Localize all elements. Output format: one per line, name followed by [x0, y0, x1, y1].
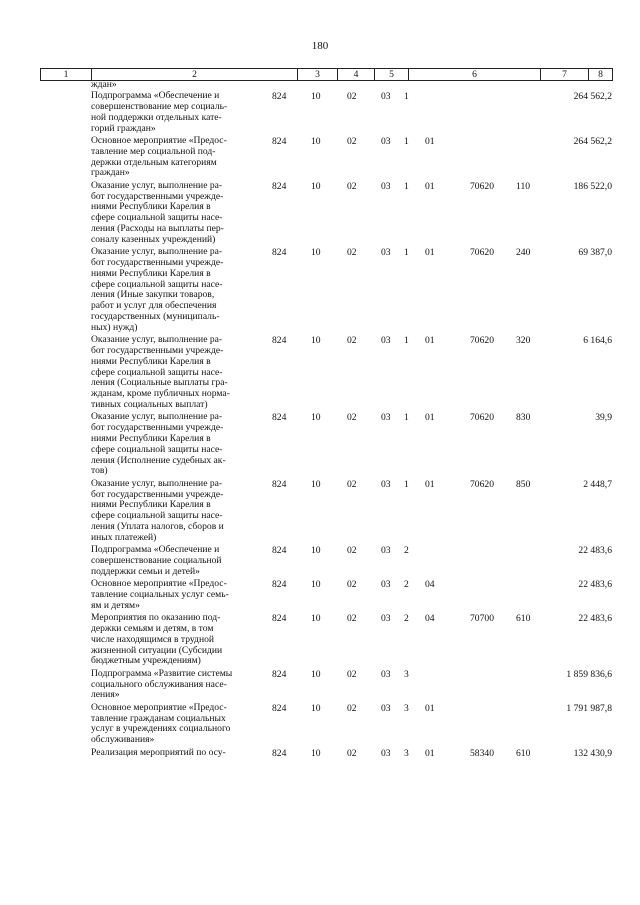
table-row — [0, 412, 640, 478]
header-col-5: 5 — [374, 69, 408, 80]
cell-c3: 824 — [272, 335, 287, 347]
cell-c3: 824 — [272, 91, 287, 103]
cell-c6c: 01 — [425, 335, 435, 347]
cell-c5: 02 — [347, 668, 357, 680]
cell-c6b: 2 — [404, 579, 409, 591]
cell-c6b: 2 — [404, 545, 409, 557]
table-row — [0, 579, 640, 613]
cell-c6c: 01 — [425, 702, 435, 714]
header-col-3: 3 — [297, 69, 337, 80]
cell-c4: 10 — [311, 747, 321, 759]
table-row — [0, 748, 640, 760]
cell-c4: 10 — [311, 136, 321, 148]
cell-c8: 69 387,0 — [578, 247, 612, 259]
cell-c6a: 03 — [381, 545, 391, 557]
table-row — [0, 247, 640, 335]
cell-c6a: 03 — [381, 613, 391, 625]
cell-c6b: 1 — [404, 412, 409, 424]
cell-c6a: 03 — [381, 247, 391, 259]
cell-c5: 02 — [347, 180, 357, 192]
table-row — [0, 91, 640, 136]
cell-c6b: 1 — [404, 247, 409, 259]
table-body — [0, 80, 640, 760]
cell-c8: 22 483,6 — [578, 613, 612, 625]
cell-c4: 10 — [311, 247, 321, 259]
cell-c6a: 03 — [381, 478, 391, 490]
cell-c6b: 1 — [404, 478, 409, 490]
cell-c6d: 70620 — [470, 335, 494, 347]
cell-c7: 240 — [516, 247, 531, 259]
row-description: Оказание услуг, выполнение ра- бот государственными учрежде- ниями Республики Карелия в сфере социальной защиты насе- ления (Социальные выплаты гра- жданам, кроме публичных норма- тивных социальных выплат) — [91, 334, 230, 411]
cell-c6c: 01 — [425, 180, 435, 192]
table-row — [0, 613, 640, 669]
cell-c6c: 04 — [425, 613, 435, 625]
page-number: 180 — [311, 40, 329, 52]
cell-c6d: 58340 — [470, 747, 494, 759]
row-description: Основное мероприятие «Предос- тавление гражданам социальных услуг в учреждениях социального обслуживания» — [91, 701, 231, 746]
cell-c3: 824 — [272, 702, 287, 714]
row-description: Подпрограмма «Обеспечение и совершенствование социальной поддержки семьи и детей» — [91, 544, 222, 577]
cell-c8: 186 522,0 — [573, 180, 612, 192]
cell-c6b: 1 — [404, 136, 409, 148]
cell-c6c: 01 — [425, 136, 435, 148]
cell-c6b: 3 — [404, 668, 409, 680]
header-col-4: 4 — [337, 69, 374, 80]
table-row — [0, 703, 640, 748]
cell-c5: 02 — [347, 579, 357, 591]
cell-c8: 264 562,2 — [573, 91, 612, 103]
cell-c6a: 03 — [381, 91, 391, 103]
header-col-1: 1 — [40, 69, 91, 80]
row-description: Основное мероприятие «Предос- тавление мер социальной под- держки отдельным категориям граждан» — [91, 135, 227, 179]
cell-c7: 610 — [516, 747, 531, 759]
cell-c6c: 01 — [425, 747, 435, 759]
cell-c4: 10 — [311, 335, 321, 347]
cell-c3: 824 — [272, 180, 287, 192]
table-row — [0, 136, 640, 181]
cell-c3: 824 — [272, 136, 287, 148]
row-description: Основное мероприятие «Предос- тавление социальных услуг семь- ям и детям» — [91, 578, 229, 611]
cell-c3: 824 — [272, 478, 287, 490]
cell-c7: 610 — [516, 613, 531, 625]
cell-c5: 02 — [347, 91, 357, 103]
cell-c3: 824 — [272, 613, 287, 625]
cell-c7: 830 — [516, 412, 531, 424]
cell-c5: 02 — [347, 702, 357, 714]
row-description: Мероприятия по оказанию под- держки семьям и детям, в том числе находящимся в трудной жизненной ситуации (Субсидии бюджетным учреждениям) — [91, 612, 223, 667]
cell-c4: 10 — [311, 702, 321, 714]
row-description: Оказание услуг, выполнение ра- бот государственными учрежде- ниями Республики Карелия в сфере социальной защиты насе- ления (Исполнение судебных ак- тов) — [91, 411, 226, 477]
cell-c6b: 2 — [404, 613, 409, 625]
cell-c6a: 03 — [381, 579, 391, 591]
cell-c6b: 1 — [404, 91, 409, 103]
cell-c3: 824 — [272, 668, 287, 680]
cell-c4: 10 — [311, 613, 321, 625]
cell-c6a: 03 — [381, 136, 391, 148]
table-row — [0, 669, 640, 703]
cell-c6c: 01 — [425, 247, 435, 259]
cell-c6d: 70620 — [470, 180, 494, 192]
cell-c8: 6 164,6 — [583, 335, 612, 347]
row-description: Оказание услуг, выполнение ра- бот государственными учрежде- ниями Республики Карелия в сфере социальной защиты насе- ления (Иные закупки товаров, работ и услуг для обеспечения государственных (муниципаль- ных) нужд) — [91, 246, 224, 333]
cell-c5: 02 — [347, 478, 357, 490]
cell-c4: 10 — [311, 545, 321, 557]
row-description: Оказание услуг, выполнение ра- бот государственными учрежде- ниями Республики Карелия в сфере социальной защиты насе- ления (Расходы на выплаты пер- соналу казенных учреждений) — [91, 179, 224, 245]
cell-c8: 22 483,6 — [578, 579, 612, 591]
row-description: Подпрограмма «Обеспечение и совершенствование мер социаль- ной поддержки отдельных кате- горий граждан» — [91, 90, 228, 134]
cell-c7: 850 — [516, 478, 531, 490]
table-row — [0, 181, 640, 247]
row-description: Реализация мероприятий по осу- — [91, 746, 226, 758]
cell-c5: 02 — [347, 247, 357, 259]
cell-c8: 2 448,7 — [583, 478, 612, 490]
cell-c6a: 03 — [381, 702, 391, 714]
table-row — [0, 335, 640, 412]
cell-c4: 10 — [311, 668, 321, 680]
cell-c5: 02 — [347, 412, 357, 424]
cell-c4: 10 — [311, 412, 321, 424]
cell-c6d: 70620 — [470, 247, 494, 259]
header-col-7: 7 — [540, 69, 588, 80]
cell-c5: 02 — [347, 136, 357, 148]
cell-c6b: 1 — [404, 180, 409, 192]
cell-c6d: 70700 — [470, 613, 494, 625]
cell-c5: 02 — [347, 613, 357, 625]
row-description: Подпрограмма «Развитие системы социального обслуживания насе- ления» — [91, 667, 233, 701]
table-row — [0, 479, 640, 545]
row-description: ждан» — [91, 79, 117, 90]
cell-c3: 824 — [272, 545, 287, 557]
cell-c8: 132 430,9 — [573, 747, 612, 759]
cell-c4: 10 — [311, 478, 321, 490]
cell-c6a: 03 — [381, 180, 391, 192]
cell-c3: 824 — [272, 412, 287, 424]
cell-c6c: 01 — [425, 478, 435, 490]
cell-c7: 110 — [516, 180, 531, 192]
cell-c8: 1 791 987,8 — [566, 702, 612, 714]
cell-c8: 39,9 — [595, 412, 612, 424]
cell-c6b: 3 — [404, 747, 409, 759]
cell-c6d: 70620 — [470, 412, 494, 424]
cell-c6d: 70620 — [470, 478, 494, 490]
cell-c8: 1 859 836,6 — [566, 668, 612, 680]
cell-c6b: 3 — [404, 702, 409, 714]
cell-c4: 10 — [311, 579, 321, 591]
cell-c3: 824 — [272, 247, 287, 259]
cell-c6a: 03 — [381, 412, 391, 424]
cell-c8: 264 562,2 — [573, 136, 612, 148]
cell-c5: 02 — [347, 545, 357, 557]
cell-c6c: 01 — [425, 412, 435, 424]
cell-c3: 824 — [272, 747, 287, 759]
cell-c6a: 03 — [381, 335, 391, 347]
cell-c4: 10 — [311, 180, 321, 192]
cell-c4: 10 — [311, 91, 321, 103]
cell-c7: 320 — [516, 335, 531, 347]
cell-c6a: 03 — [381, 668, 391, 680]
cell-c5: 02 — [347, 747, 357, 759]
header-col-6: 6 — [408, 69, 540, 80]
cell-c3: 824 — [272, 579, 287, 591]
cell-c6c: 04 — [425, 579, 435, 591]
header-col-2: 2 — [91, 69, 297, 80]
table-row — [0, 545, 640, 579]
row-description: Оказание услуг, выполнение ра- бот государственными учрежде- ниями Республики Карелия в сфере социальной защиты насе- ления (Уплата налогов, сборов и иных платежей) — [91, 477, 224, 543]
cell-c5: 02 — [347, 335, 357, 347]
header-col-8: 8 — [588, 69, 613, 80]
cell-c6a: 03 — [381, 747, 391, 759]
cell-c6b: 1 — [404, 335, 409, 347]
cell-c8: 22 483,6 — [578, 545, 612, 557]
